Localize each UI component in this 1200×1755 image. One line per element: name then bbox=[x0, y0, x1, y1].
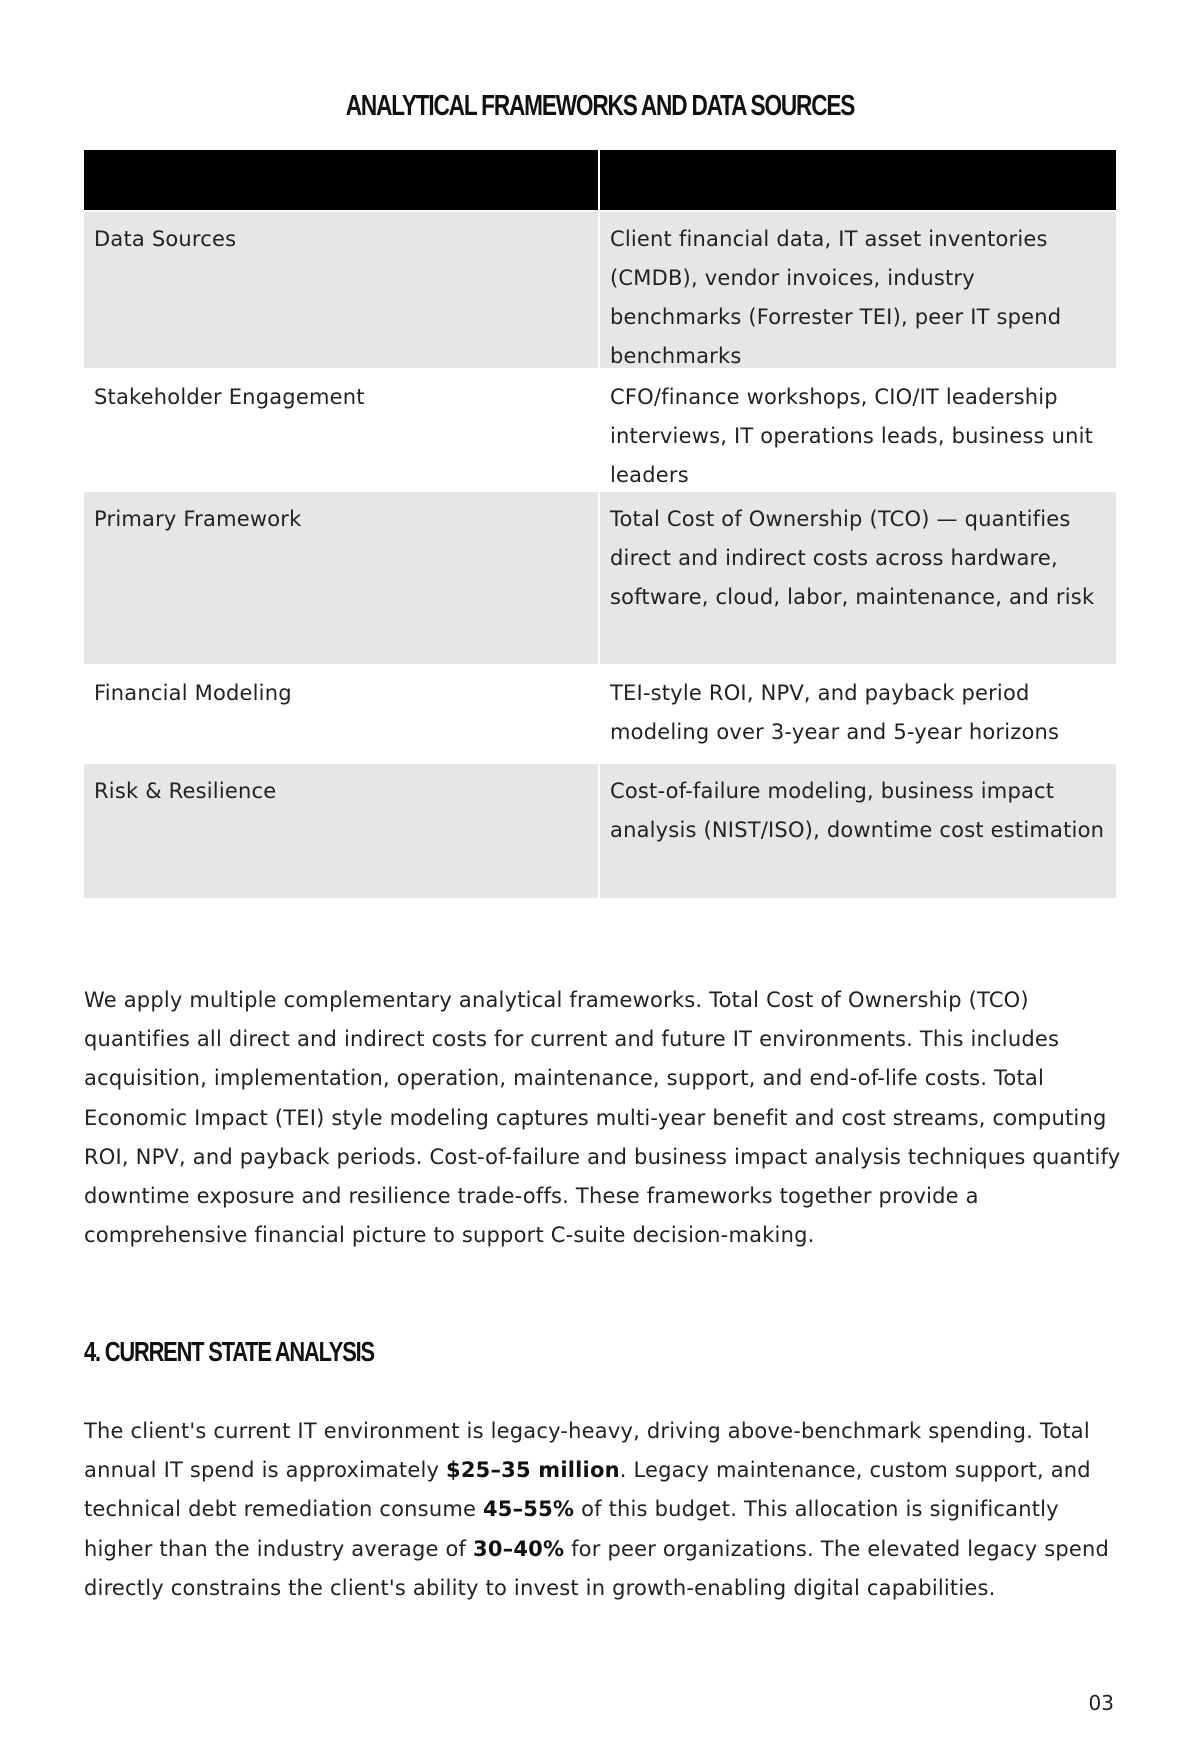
table-row bbox=[84, 212, 1116, 368]
table-title: ANALYTICAL FRAMEWORKS AND DATA SOURCES bbox=[345, 90, 855, 122]
row-value: Client financial data, IT asset inventories (CMDB), vendor invoices, industry benchmarks (Forrester TEI), peer IT spend benchmarks bbox=[600, 212, 1116, 368]
table-header-cell bbox=[600, 150, 1116, 210]
table-row bbox=[84, 764, 1116, 898]
paragraph-text: The client's current IT environment is legacy-heavy, driving above-benchmark spending. Total annual IT spend is approximately bbox=[84, 1419, 1090, 1483]
page-number: 03 bbox=[1088, 1691, 1114, 1715]
paragraph-text: for peer organizations. The elevated legacy spend directly constrains the client's ability to invest in growth-enabling digital capabilities. bbox=[84, 1536, 1110, 1600]
section-heading: 4. CURRENT STATE ANALYSIS bbox=[84, 1336, 374, 1367]
table-row bbox=[84, 370, 1116, 490]
frameworks-paragraph: We apply multiple complementary analytical frameworks. Total Cost of Ownership (TCO) quantifies all direct and indirect costs for current and future IT environments. This includes acquisition, implementation, operation, maintenance, support, and end-of-life costs. Total Economic Impact (TEI) style modeling captures multi-year benefit and cost streams, computing ROI, NPV, and payback periods. Cost-of-failure and business impact analysis techniques quantify downtime exposure and resilience trade-offs. These frameworks together provide a comprehensive financial picture to support C-suite decision-making. bbox=[84, 988, 1121, 1248]
bold-figure: $25–35 million bbox=[446, 1458, 620, 1483]
row-value: Cost-of-failure modeling, business impact analysis (NIST/ISO), downtime cost estimation bbox=[600, 764, 1116, 898]
row-label: Stakeholder Engagement bbox=[84, 370, 598, 490]
table-header-row bbox=[84, 150, 1116, 210]
row-value: Total Cost of Ownership (TCO) — quantifies direct and indirect costs across hardware, software, cloud, labor, maintenance, and risk bbox=[600, 492, 1116, 664]
row-label: Risk & Resilience bbox=[84, 764, 598, 898]
bold-figure: 30–40% bbox=[473, 1536, 565, 1561]
row-label: Data Sources bbox=[84, 212, 598, 368]
paragraph-text: of this budget. This allocation is significantly higher than the industry average of bbox=[84, 1497, 1059, 1561]
paragraph-text: . Legacy maintenance, custom support, and technical debt remediation consume bbox=[84, 1458, 1091, 1522]
row-value: TEI-style ROI, NPV, and payback period modeling over 3-year and 5-year horizons bbox=[600, 666, 1116, 762]
row-value: CFO/finance workshops, CIO/IT leadership interviews, IT operations leads, business unit leaders bbox=[600, 370, 1116, 490]
bold-figure: 45–55% bbox=[482, 1497, 575, 1522]
frameworks-table bbox=[84, 150, 1116, 898]
table-row bbox=[84, 666, 1116, 762]
row-label: Financial Modeling bbox=[84, 666, 598, 762]
table-header-cell bbox=[84, 150, 598, 210]
table-row bbox=[84, 492, 1116, 664]
current-state-paragraph bbox=[84, 1412, 1124, 1608]
row-label: Primary Framework bbox=[84, 492, 598, 664]
